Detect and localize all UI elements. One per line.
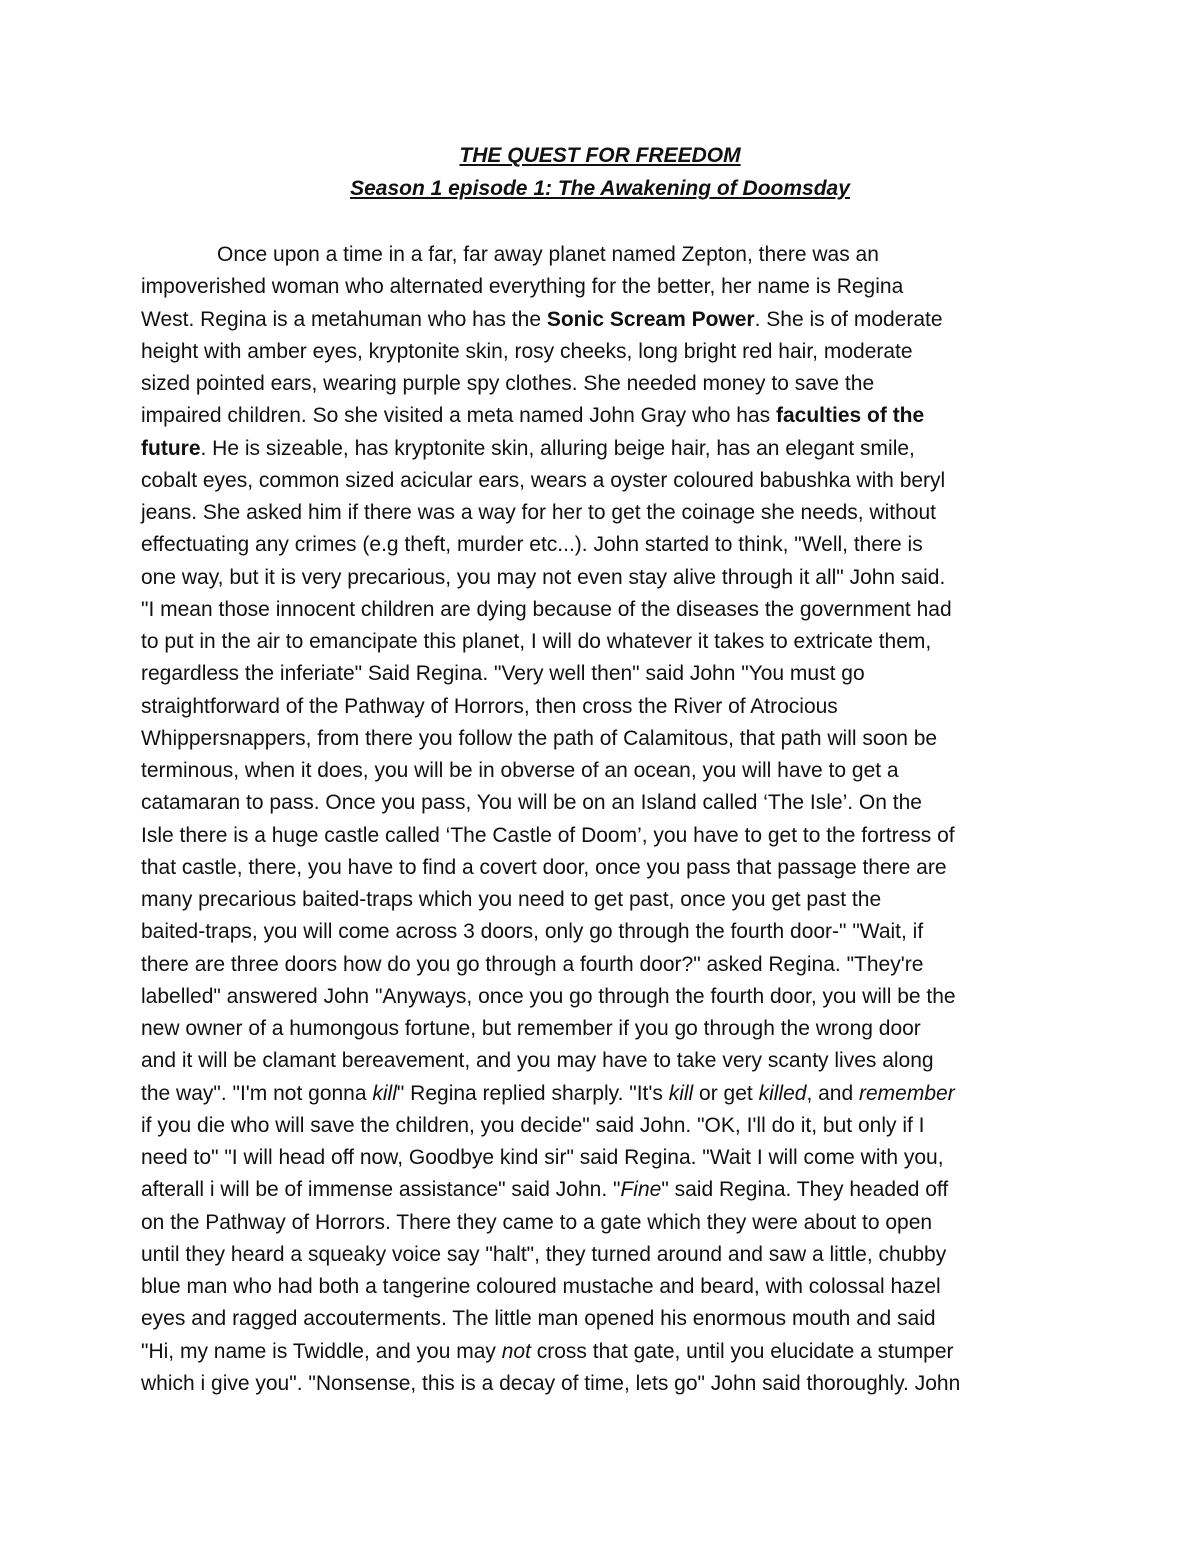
- text-line: [141, 723, 1071, 755]
- text-line: [141, 787, 1071, 819]
- document-subtitle: Season 1 episode 1: The Awakening of Doomsday: [350, 177, 850, 200]
- text-line: [141, 981, 1071, 1013]
- text-line: [141, 1207, 1071, 1239]
- text-segment: "Hi, my name is Twiddle, and you may: [141, 1339, 502, 1363]
- text-line: [141, 1045, 1071, 1077]
- text-segment: many precarious baited-traps which you need to get past, once you get past the: [141, 888, 882, 911]
- text-line: [141, 1174, 1071, 1206]
- text-segment: regardless the inferiate" Said Regina. "Very well then" said John "You must go: [141, 662, 865, 686]
- text-segment: sized pointed ears, wearing purple spy clothes. She needed money to save the: [141, 372, 875, 395]
- text-segment: eyes and ragged accouterments. The little man opened his enormous mouth and said: [141, 1307, 936, 1331]
- text-line: [141, 1271, 1071, 1303]
- text-segment: Whippersnappers, from there you follow the path of Calamitous, that path will soon be: [141, 726, 938, 750]
- text-segment: and it will be clamant bereavement, and you may have to take very scanty lives along: [141, 1049, 934, 1073]
- text-segment: jeans. She asked him if there was a way for her to get the coinage she needs, without: [141, 501, 936, 524]
- text-segment: cobalt eyes, common sized acicular ears, wears a oyster coloured babushka with beryl: [141, 468, 946, 492]
- text-line: [141, 497, 1071, 529]
- text-line: [141, 626, 1071, 658]
- text-line: [141, 691, 1071, 723]
- text-line: [141, 368, 1071, 400]
- text-segment: that castle, there, you have to find a covert door, once you pass that passage there are: [141, 855, 947, 879]
- text-segment: there are three doors how do you go through a fourth door?" asked Regina. "They're: [141, 952, 924, 976]
- text-segment: terminous, when it does, you will be in obverse of an ocean, you will have to get a: [141, 759, 899, 782]
- text-line: [141, 465, 1071, 497]
- text-line: [141, 1110, 1071, 1142]
- text-line: [141, 1013, 1071, 1045]
- text-segment: effectuating any crimes (e.g theft, murder etc...). John started to think, "Well, there is: [141, 533, 923, 557]
- text-segment: Once upon a time in a far, far away planet named Zepton, there was an: [217, 243, 879, 266]
- text-segment: one way, but it is very precarious, you may not even stay alive through it all" John said.: [141, 565, 946, 589]
- text-segment: afterall i will be of immense assistance" said John. ": [141, 1178, 621, 1202]
- text-line: [141, 1303, 1071, 1335]
- text-line: [141, 400, 1071, 432]
- text-line: [141, 304, 1071, 336]
- text-segment: . She is of moderate: [754, 307, 943, 331]
- text-line: [141, 1078, 1071, 1110]
- text-line: [141, 949, 1071, 981]
- text-segment: baited-traps, you will come across 3 doors, only go through the fourth door-" "Wait, if: [141, 920, 924, 944]
- text-line: [141, 755, 1071, 787]
- text-segment: or get: [693, 1081, 759, 1105]
- document-title: THE QUEST FOR FREEDOM: [459, 144, 741, 167]
- text-segment: labelled" answered John "Anyways, once you go through the fourth door, you will be the: [141, 984, 956, 1008]
- text-line: [141, 336, 1071, 368]
- text-line: [141, 1336, 1071, 1368]
- text-segment: " said Regina. They headed off: [661, 1178, 949, 1202]
- text-segment: , and: [806, 1081, 859, 1105]
- text-segment: impoverished woman who alternated everything for the better, her name is Regina: [141, 275, 904, 299]
- italic-text: remember: [859, 1081, 955, 1105]
- bold-text: future: [141, 436, 201, 460]
- body-text: [141, 239, 1071, 1400]
- text-segment: which i give you". "Nonsense, this is a decay of time, lets go" John said thoroughly. John: [141, 1371, 961, 1395]
- italic-text: not: [501, 1339, 531, 1363]
- text-segment: impaired children. So she visited a meta named John Gray who has: [141, 404, 776, 428]
- text-line: [141, 433, 1071, 465]
- text-segment: cross that gate, until you elucidate a stumper: [530, 1339, 954, 1363]
- text-line: [141, 529, 1071, 561]
- text-segment: to put in the air to emancipate this planet, I will do whatever it takes to extricate them,: [141, 630, 932, 653]
- text-segment: until they heard a squeaky voice say "halt", they turned around and saw a little, chubby: [141, 1242, 947, 1266]
- bold-text: faculties of the: [776, 404, 925, 428]
- text-segment: on the Pathway of Horrors. There they came to a gate which they were about to open: [141, 1210, 933, 1234]
- text-line: [141, 658, 1071, 690]
- italic-text: kill: [668, 1081, 694, 1105]
- text-line: [141, 852, 1071, 884]
- text-line: [141, 271, 1071, 303]
- text-segment: " Regina replied sharply. "It's: [396, 1081, 669, 1105]
- text-segment: . He is sizeable, has kryptonite skin, alluring beige hair, has an elegant smile,: [200, 436, 915, 460]
- text-segment: West. Regina is a metahuman who has the: [141, 307, 547, 331]
- text-segment: the way". "I'm not gonna: [141, 1081, 373, 1105]
- text-segment: if you die who will save the children, you decide" said John. "OK, I'll do it, but only if I: [141, 1113, 925, 1137]
- text-line: [141, 1239, 1071, 1271]
- text-segment: need to" "I will head off now, Goodbye kind sir" said Regina. "Wait I will come with you,: [141, 1146, 944, 1169]
- text-segment: "I mean those innocent children are dying because of the diseases the government had: [141, 597, 952, 621]
- text-line: [141, 239, 1071, 271]
- text-segment: catamaran to pass. Once you pass, You will be on an Island called ‘The Isle’. On the: [141, 791, 922, 815]
- text-segment: Isle there is a huge castle called ‘The Castle of Doom’, you have to get to the fortress of: [141, 823, 955, 847]
- text-line: [141, 562, 1071, 594]
- text-segment: new owner of a humongous fortune, but remember if you go through the wrong door: [141, 1017, 921, 1040]
- text-line: [141, 820, 1071, 852]
- text-line: [141, 1368, 1071, 1400]
- bold-text: Sonic Scream Power: [546, 307, 755, 331]
- italic-text: kill: [372, 1081, 397, 1105]
- text-line: [141, 884, 1071, 916]
- italic-text: Fine: [620, 1178, 662, 1202]
- italic-text: killed: [758, 1081, 807, 1105]
- text-segment: blue man who had both a tangerine coloured mustache and beard, with colossal hazel: [141, 1275, 941, 1298]
- text-segment: height with amber eyes, kryptonite skin, rosy cheeks, long bright red hair, moderate: [141, 339, 913, 363]
- text-line: [141, 594, 1071, 626]
- text-line: [141, 1142, 1071, 1174]
- text-line: [141, 916, 1071, 948]
- text-segment: straightforward of the Pathway of Horrors, then cross the River of Atrocious: [141, 694, 838, 718]
